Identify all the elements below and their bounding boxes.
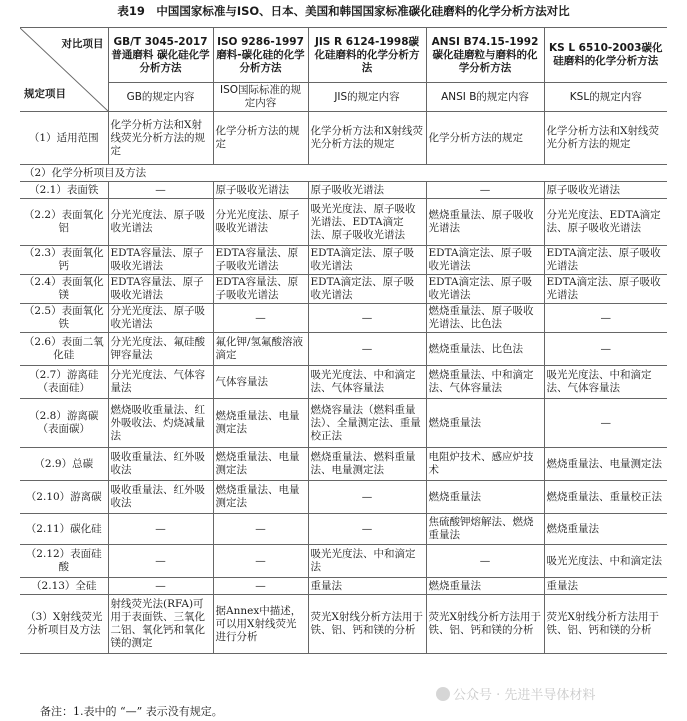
table-row [20, 545, 667, 578]
table-cell: 燃烧重量法、电量测定法 [213, 448, 308, 481]
table-cell: 分光光度法、气体容量法 [108, 366, 213, 399]
table-cell: 分光光度法、原子吸收光谱法 [108, 304, 213, 333]
section-title: （2）化学分析项目及方法 [20, 165, 667, 182]
table-row [20, 448, 667, 481]
table-row [20, 578, 667, 595]
table-cell: 吸光光度法、中和滴定法 [544, 545, 667, 578]
table-cell: 燃烧重量法、电量测定法 [544, 448, 667, 481]
table-cell: EDTA容量法、原子吸收光谱法 [108, 275, 213, 304]
table-cell: 吸收重量法、红外吸收法 [108, 448, 213, 481]
corner-label-rules: 规定项目 [24, 88, 66, 100]
table-cell: 氟化钾/氢氟酸溶液滴定 [213, 333, 308, 366]
wechat-icon [436, 687, 450, 701]
table-cell: 化学分析方法的规定 [213, 112, 308, 165]
table-cell: 燃烧重量法 [426, 481, 544, 514]
row-item-label: （2.7）游离硅（表面硅） [20, 366, 108, 399]
table-cell: EDTA容量法、原子吸收光谱法 [108, 246, 213, 275]
table-cell: 荧光X射线分析方法用于铁、铝、钙和镁的分析 [308, 595, 426, 654]
table-cell: 燃烧重量法 [426, 399, 544, 448]
table-cell: EDTA滴定法、原子吸收光谱法 [308, 246, 426, 275]
table-cell: 燃烧重量法、中和滴定法、气体容量法 [426, 366, 544, 399]
row-item-label: （1）适用范围 [20, 112, 108, 165]
table-cell: 电阻炉技术、感应炉技术 [426, 448, 544, 481]
table-cell: 燃烧重量法、原子吸收光谱法、比色法 [426, 304, 544, 333]
table-cell: — [308, 481, 426, 514]
table-cell: 吸光光度法、中和滴定法、气体容量法 [544, 366, 667, 399]
table-cell: — [108, 514, 213, 545]
table-cell: — [213, 545, 308, 578]
table-row [20, 246, 667, 275]
table-row [20, 514, 667, 545]
table-cell: — [213, 514, 308, 545]
rule-gb: GB的规定内容 [108, 83, 213, 112]
table-cell: 分光光度法、氟硅酸钾容量法 [108, 333, 213, 366]
table-cell: 化学分析方法和X射线荧光分析方法的规定 [108, 112, 213, 165]
table-cell: — [108, 182, 213, 199]
table-row [20, 304, 667, 333]
table-cell: 燃烧重量法、原子吸收光谱法 [426, 199, 544, 246]
standard-jis: JIS R 6124-1998碳化硅磨料的化学分析方法 [308, 28, 426, 83]
table-cell: EDTA滴定法、原子吸收光谱法 [544, 275, 667, 304]
table-cell: — [426, 182, 544, 199]
table-row [20, 199, 667, 246]
table-cell: 燃烧重量法、电量测定法 [213, 399, 308, 448]
standard-gb: GB/T 3045-2017 普通磨料 碳化硅化学分析方法 [108, 28, 213, 83]
footnote: 备注：1.表中的 “—” 表示没有规定。 [40, 705, 223, 718]
table-cell: EDTA容量法、原子吸收光谱法 [213, 246, 308, 275]
table-cell: — [308, 333, 426, 366]
table-caption: 表19 中国国家标准与ISO、日本、美国和韩国国家标准碳化硅磨料的化学分析方法对比 [117, 4, 570, 18]
header-row-rules [20, 83, 667, 112]
table-cell: 吸光光度法、中和滴定法、气体容量法 [308, 366, 426, 399]
watermark [436, 684, 595, 703]
table-cell: — [213, 578, 308, 595]
table-cell: 据Annex中描述，可以用X射线荧光进行分析 [213, 595, 308, 654]
rule-ks: KSL的规定内容 [544, 83, 667, 112]
table-cell: 燃烧吸收重量法、红外吸收法、灼烧减量法 [108, 399, 213, 448]
header-corner [20, 28, 108, 112]
table-cell: 吸收重量法、红外吸收法 [108, 481, 213, 514]
table-row [20, 275, 667, 304]
table-cell: — [108, 578, 213, 595]
table-cell: 重量法 [308, 578, 426, 595]
table-cell: 吸光光度法、中和滴定法 [308, 545, 426, 578]
table-cell: 燃烧重量法 [544, 514, 667, 545]
table-cell: — [426, 545, 544, 578]
row-item-label: （2.6）表面二氧化硅 [20, 333, 108, 366]
table-cell: 燃烧重量法、电量测定法 [213, 481, 308, 514]
table-cell: — [544, 399, 667, 448]
row-item-label: （2.1）表面铁 [20, 182, 108, 199]
table-cell: 焦硫酸钾熔解法、燃烧重量法 [426, 514, 544, 545]
table-cell: 燃烧容量法（燃料重量法）、全量测定法、重量校正法 [308, 399, 426, 448]
table-cell: 燃烧重量法、重量校正法 [544, 481, 667, 514]
table-cell: 吸光光度法、原子吸收光谱法、EDTA滴定法、原子吸收光谱法 [308, 199, 426, 246]
table-cell: 原子吸收光谱法 [308, 182, 426, 199]
row-item-label: （2.3）表面氧化钙 [20, 246, 108, 275]
table-row [20, 182, 667, 199]
table-row [20, 595, 667, 654]
table-cell: — [544, 333, 667, 366]
standard-iso: ISO 9286-1997 磨料-碳化硅的化学分析方法 [213, 28, 308, 83]
table-row [20, 333, 667, 366]
table-cell: 荧光X射线分析方法用于铁、铝、钙和镁的分析 [544, 595, 667, 654]
row-item-label: （2.4）表面氧化镁 [20, 275, 108, 304]
row-item-label: （2.12）表面硅酸 [20, 545, 108, 578]
table-cell: 分光光度法、EDTA滴定法、原子吸收光谱法 [544, 199, 667, 246]
table-cell: 分光光度法、原子吸收光谱法 [108, 199, 213, 246]
row-item-label: （3）X射线荧光分析项目及方法 [20, 595, 108, 654]
table-cell: 燃烧重量法、燃料重量法、电量测定法 [308, 448, 426, 481]
rule-iso: ISO国际标准的规定内容 [213, 83, 308, 112]
table-cell: EDTA滴定法、原子吸收光谱法 [426, 246, 544, 275]
table-cell: 燃烧重量法 [426, 578, 544, 595]
standard-ks: KS L 6510-2003碳化硅磨料的化学分析方法 [544, 28, 667, 83]
table-row [20, 112, 667, 165]
table-cell: EDTA滴定法、原子吸收光谱法 [544, 246, 667, 275]
row-item-label: （2.2）表面氧化铝 [20, 199, 108, 246]
rule-ansi: ANSI B的规定内容 [426, 83, 544, 112]
table-cell: EDTA容量法、原子吸收光谱法 [213, 275, 308, 304]
row-item-label: （2.8）游离碳（表面碳） [20, 399, 108, 448]
table-cell: EDTA滴定法、原子吸收光谱法 [426, 275, 544, 304]
table-cell: 原子吸收光谱法 [544, 182, 667, 199]
watermark-text: 公众号 · 先进半导体材料 [453, 688, 596, 703]
table-cell: 射线荧光法(RFA)可用于表面铁、三氧化二铝、氧化钙和氧化镁的测定 [108, 595, 213, 654]
table-cell: 分光光度法、原子吸收光谱法 [213, 199, 308, 246]
table-cell: 荧光X射线分析方法用于铁、铝、钙和镁的分析 [426, 595, 544, 654]
table-cell: — [308, 304, 426, 333]
table-cell: 气体容量法 [213, 366, 308, 399]
table-cell: — [308, 514, 426, 545]
header-row-standards [20, 28, 667, 83]
rule-jis: JIS的规定内容 [308, 83, 426, 112]
table-cell: 化学分析方法和X射线荧光分析方法的规定 [544, 112, 667, 165]
table-row [20, 366, 667, 399]
row-item-label: （2.13）全硅 [20, 578, 108, 595]
table-cell: — [108, 545, 213, 578]
table-cell: 燃烧重量法、比色法 [426, 333, 544, 366]
table-cell: 化学分析方法和X射线荧光分析方法的规定 [308, 112, 426, 165]
table-cell: 原子吸收光谱法 [213, 182, 308, 199]
table-row [20, 399, 667, 448]
row-item-label: （2.9）总碳 [20, 448, 108, 481]
standard-ansi: ANSI B74.15-1992 碳化硅磨粒与磨料的化学分析方法 [426, 28, 544, 83]
table-cell: — [544, 304, 667, 333]
section-row [20, 165, 667, 182]
table-row [20, 481, 667, 514]
table-cell: — [213, 304, 308, 333]
corner-label-compare: 对比项目 [61, 38, 104, 50]
row-item-label: （2.5）表面氧化铁 [20, 304, 108, 333]
table-cell: 化学分析方法的规定 [426, 112, 544, 165]
table-cell: EDTA滴定法、原子吸收光谱法 [308, 275, 426, 304]
row-item-label: （2.11）碳化硅 [20, 514, 108, 545]
row-item-label: （2.10）游离碳 [20, 481, 108, 514]
comparison-table [20, 27, 667, 654]
table-cell: 重量法 [544, 578, 667, 595]
